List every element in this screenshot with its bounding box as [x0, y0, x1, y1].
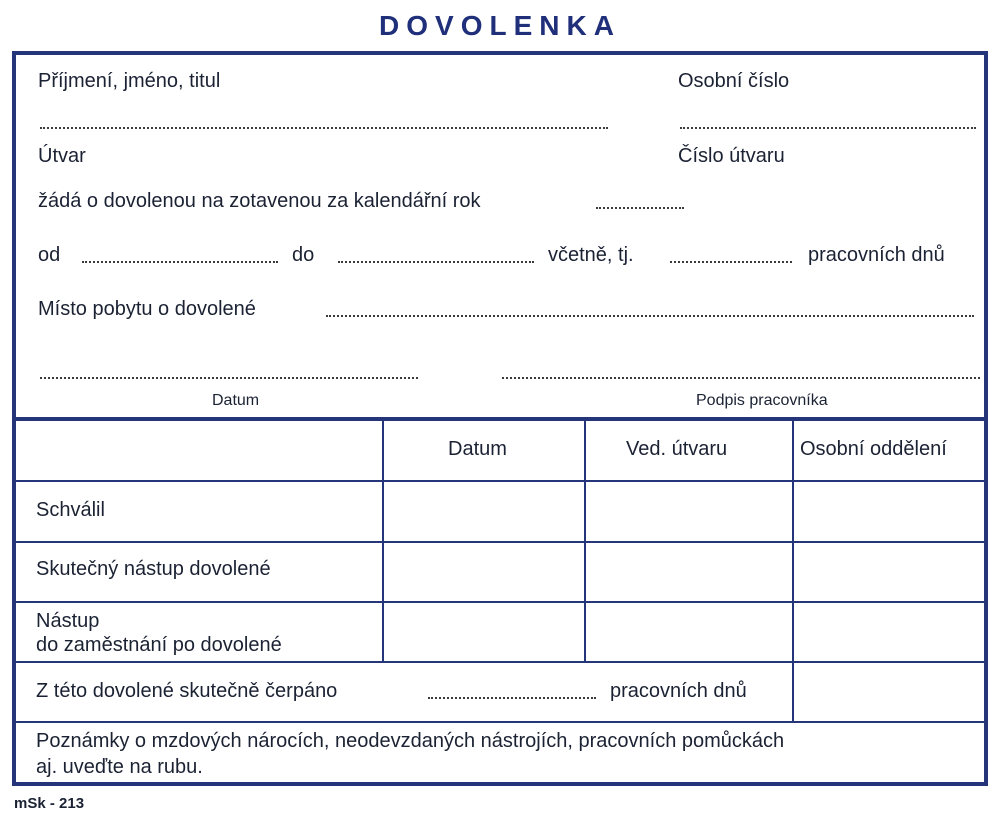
- inclusive-label: včetně, tj.: [548, 244, 634, 266]
- form-frame: [12, 51, 988, 786]
- table-col-line-1: [382, 421, 384, 661]
- table-header-bottom: [16, 480, 984, 482]
- department-number-label: Číslo útvaru: [678, 145, 785, 167]
- year-request-text: žádá o dovolenou na zotavenou za kalendářní rok: [38, 190, 481, 212]
- column-header-ved-utvaru: Ved. útvaru: [626, 438, 728, 460]
- from-date-field[interactable]: [82, 261, 278, 263]
- table-row-line-1: [16, 541, 984, 543]
- date-field[interactable]: [40, 377, 418, 379]
- date-caption: Datum: [212, 392, 260, 409]
- section-divider: [16, 417, 984, 421]
- name-label: Příjmení, jméno, titul: [38, 70, 221, 92]
- personal-number-label: Osobní číslo: [678, 70, 790, 92]
- notes-line-1: Poznámky o mzdových nárocích, neodevzdaných nástrojích, pracovních pomůckách: [36, 730, 785, 752]
- used-days-text: Z této dovolené skutečně čerpáno: [36, 680, 338, 702]
- signature-caption: Podpis pracovníka: [696, 392, 828, 409]
- used-days-field[interactable]: [428, 697, 596, 699]
- to-label: do: [292, 244, 315, 266]
- column-header-osobni-oddeleni: Osobní oddělení: [800, 438, 947, 460]
- workdays-count-field[interactable]: [670, 261, 792, 263]
- table-row-line-4: [16, 721, 984, 723]
- to-date-field[interactable]: [338, 261, 534, 263]
- from-label: od: [38, 244, 61, 266]
- table-row-line-2: [16, 601, 984, 603]
- stay-label: Místo pobytu o dovolené: [38, 298, 256, 320]
- used-days-suffix: pracovních dnů: [610, 680, 747, 702]
- table-col-line-2: [584, 421, 586, 661]
- stay-field[interactable]: [326, 315, 974, 317]
- row-label-nastup-dovolene: Skutečný nástup dovolené: [36, 558, 271, 580]
- row-label-schvalil: Schválil: [36, 499, 105, 521]
- year-field[interactable]: [596, 207, 684, 209]
- row-label-nastup-line2: do zaměstnání po dovolené: [36, 634, 282, 656]
- row-label-nastup-line1: Nástup: [36, 610, 100, 632]
- department-label: Útvar: [38, 145, 86, 167]
- signature-field[interactable]: [502, 377, 980, 379]
- personal-number-field[interactable]: [680, 127, 976, 129]
- form-code: mSk - 213: [14, 795, 85, 812]
- notes-line-2: aj. uveďte na rubu.: [36, 756, 203, 778]
- column-header-datum: Datum: [448, 438, 507, 460]
- table-col-line-3: [792, 421, 794, 721]
- form-title: DOVOLENKA: [379, 10, 621, 41]
- workdays-label: pracovních dnů: [808, 244, 945, 266]
- name-field[interactable]: [40, 127, 608, 129]
- table-row-line-3: [16, 661, 984, 663]
